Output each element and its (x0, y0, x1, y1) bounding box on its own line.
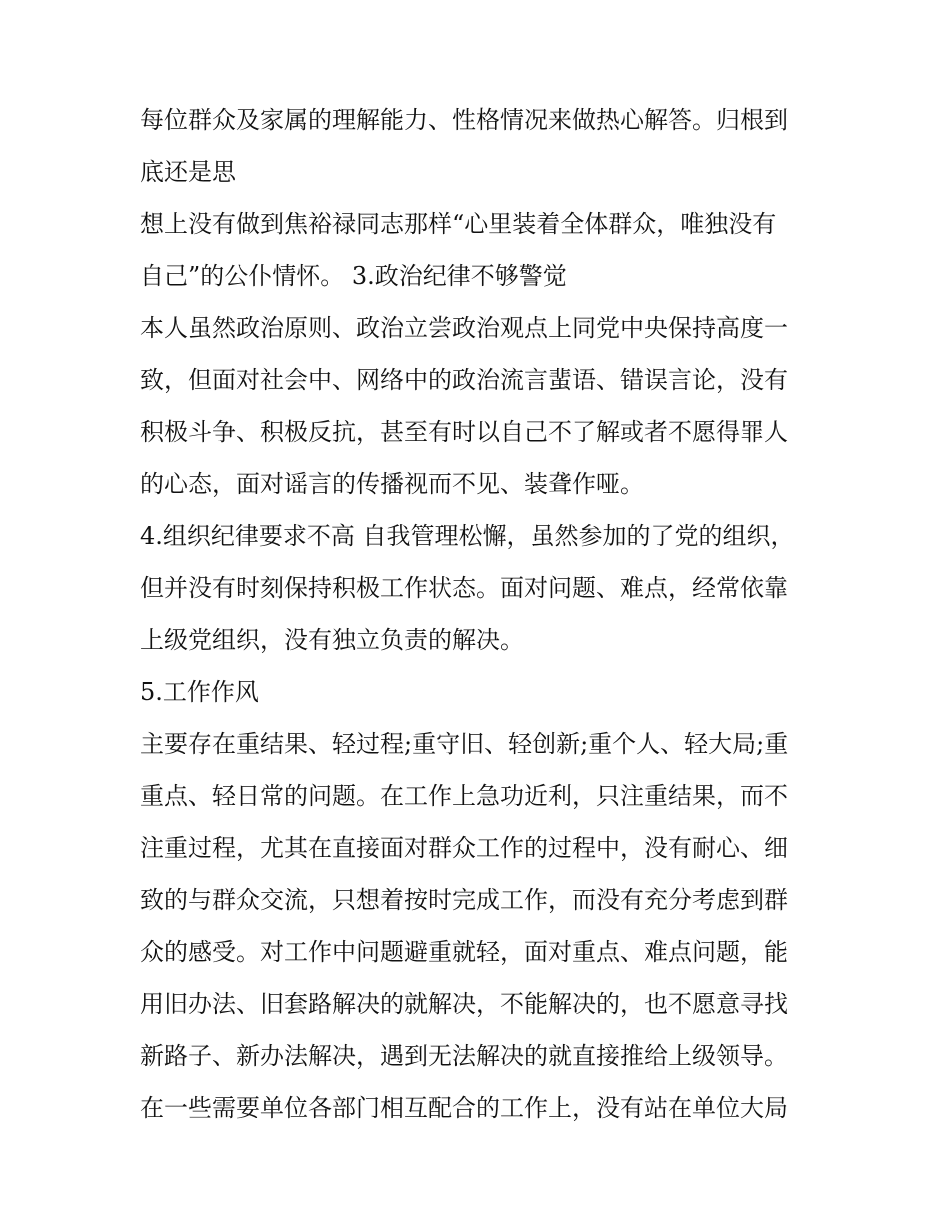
text-line: 众的感受。对工作中问题避重就轻，面对重点、难点问题，能 (140, 938, 788, 966)
text-line: 致的与群众交流，只想着按时完成工作，而没有充分考虑到群 (140, 886, 788, 914)
text-line: 但并没有时刻保持积极工作状态。面对问题、难点，经常依靠 (140, 574, 788, 602)
text-line: 底还是思 (140, 158, 236, 186)
text-line: 的心态，面对谣言的传播视而不见、装聋作哑。 (140, 470, 644, 498)
text-line: 4.组织纪律要求不高 自我管理松懈，虽然参加的了党的组织， (140, 522, 795, 550)
text-line: 主要存在重结果、轻过程;重守旧、轻创新;重个人、轻大局;重 (140, 730, 789, 758)
text-line: 每位群众及家属的理解能力、性格情况来做热心解答。归根到 (140, 106, 788, 134)
text-line: 注重过程，尤其在直接面对群众工作的过程中，没有耐心、细 (140, 834, 788, 862)
text-line: 5.工作作风 (140, 678, 259, 706)
text-line: 在一些需要单位各部门相互配合的工作上，没有站在单位大局 (140, 1094, 788, 1122)
text-line: 积极斗争、积极反抗，甚至有时以自己不了解或者不愿得罪人 (140, 418, 788, 446)
text-line: 用旧办法、旧套路解决的就解决，不能解决的，也不愿意寻找 (140, 990, 788, 1018)
text-line: 自己”的公仆情怀。 3.政治纪律不够警觉 (140, 262, 567, 290)
text-line: 重点、轻日常的问题。在工作上急功近利，只注重结果，而不 (140, 782, 788, 810)
text-line: 新路子、新办法解决，遇到无法解决的就直接推给上级领导。 (140, 1042, 788, 1070)
text-line: 本人虽然政治原则、政治立尝政治观点上同党中央保持高度一 (140, 314, 788, 342)
text-line: 致，但面对社会中、网络中的政治流言蜚语、错误言论，没有 (140, 366, 788, 394)
text-line: 上级党组织，没有独立负责的解决。 (140, 626, 524, 654)
text-line: 想上没有做到焦裕禄同志那样“心里装着全体群众，唯独没有 (140, 210, 777, 238)
